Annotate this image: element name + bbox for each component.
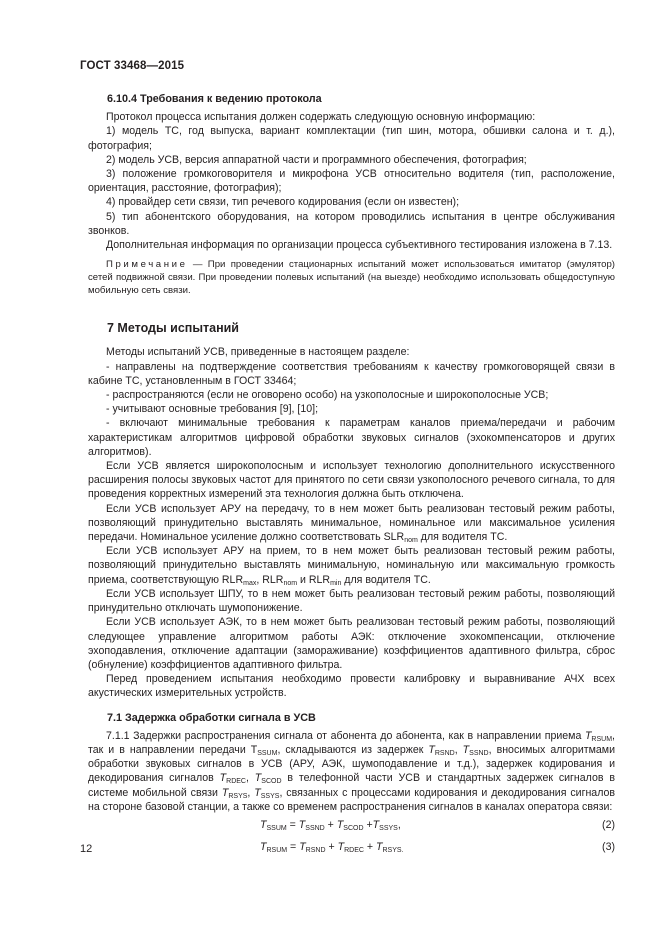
note-label: Примечание [106, 259, 188, 271]
bullet-item: - учитывают основные требования [9], [10]; [106, 403, 319, 416]
paragraph-agc-transmit: Если УСВ использует АРУ на передачу, то в нем может быть реализован тестовый режим работы, позволяющий принудительно выставлять минимальное, номинальное или максимальное усиления передачи. Номинальное усиление должно соответствовать $SLR_{nom}$ для водителя ТС. [88, 502, 615, 545]
equation-2 [88, 814, 615, 836]
list-item: 1) модель ТС, год выпуска, вариант комплектации (тип шин, мотора, обшивки салона и т. д.), фотография; [88, 125, 615, 152]
equation-3-number: (3) [602, 840, 615, 853]
equation-2-number: (2) [602, 818, 615, 831]
section-7-title: 7 Методы испытаний [107, 321, 239, 336]
paragraph: Перед проведением испытания необходимо провести калибровку и выравнивание АЧХ всех акустических измерительных устройств. [88, 673, 615, 700]
list-item: 4) провайдер сети связи, тип речевого кодирования (если он известен); [106, 196, 460, 209]
page-number: 12 [80, 843, 93, 855]
equation-3 [88, 836, 615, 858]
note-text: — При проведении стационарных испытаний может использоваться имитатор (эмулятор) сетей подвижной связи. При проведении полевых испытаний (на выезде) необходимо использовать общедоступную мобильную сеть связи. [88, 259, 615, 297]
paragraph: Протокол процесса испытания должен содержать следующую основную информацию: [106, 111, 536, 124]
list-item: 5) тип абонентского оборудования, на котором проводились испытания в центре обслуживания звонков. [88, 210, 615, 237]
standard-header: ГОСТ 33468—2015 [80, 60, 185, 72]
paragraph: Если УСВ использует ШПУ, то в нем может быть реализован тестовый режим работы, позволяющий принудительно отключать шумопонижение. [88, 587, 615, 615]
note [88, 258, 615, 297]
bullet-item: - включают минимальные требования к параметрам каналов приема/передачи и рабочим характеристикам алгоритмов цифровой обработки звуковых сигналов (эхокомпенсаторов и других алгоритмов). [88, 417, 615, 458]
equation-3-formula: $T_{RSUM} = T_{RSND} + T_{RDEC} + T_{RSYS.}$ [260, 840, 404, 854]
bullet-item: - распространяются (если не оговорено особо) на узкополосные и широкополосные УСВ; [106, 389, 549, 402]
bullet-item: - направлены на подтверждение соответствия требованиям к качеству громкоговорящей связи в кабине ТС, установленным в ГОСТ 33464; [88, 360, 615, 387]
paragraph: Если УСВ использует АЭК, то в нем может быть реализован тестовый режим работы, позволяющий следующее управление алгоритмом работы АЭК: отключение эхокомпенсации, отключение эхоподавления, отключение адаптации (замораживание) коэффициентов адаптивного фильтра, сброс (обнуление) коэффициентов адаптивного фильтра. [88, 616, 615, 671]
paragraph-agc-receive: Если УСВ использует АРУ на прием, то в нем может быть реализован тестовый режим работы, позволяющий принудительно выставлять минимальную, номинальную или максимальную громкость приема, соответствующую $RLR_{max}$, $RLR_{nom}$ и $RLR_{min}$ для водителя ТС. [88, 545, 615, 587]
list-item: 3) положение громкоговорителя и микрофона УСВ относительно водителя (тип, расположение, ориентация, расстояние, фотография); [88, 168, 615, 195]
equation-2-formula: $T_{SSUM} = T_{SSND} + T_{SCOD} +T_{SSYS}$, [260, 818, 401, 832]
paragraph-7-1-1: 7.1.1 Задержки распространения сигнала от абонента до абонента, как в направлении приема $T_{RSUM}$, так и в направлении передачи $T_{SSUM}$, складываются из задержек $T_{RSND}$, $T_{SSND}$, вносимых алгоритмами обработки звуковых сигналов в УСВ (АРУ, АЭК, шумоподавление и т.д.), задержек кодирования и декодирования сигналов $T_{RDEC}$, $T_{SCOD}$ в телефонной части УСВ и стандартных задержек сигналов в системе мобильной связи $T_{RSYS}$, $T_{SSYS}$, связанных с процессами кодирования и декодирования сигналов на стороне базовой станции, а также со временем распространения сигналов в каналах оператора связи: [88, 729, 616, 813]
section-7-1-title: 7.1 Задержка обработки сигнала в УСВ [107, 711, 316, 724]
paragraph: Методы испытаний УСВ, приведенные в настоящем разделе: [106, 346, 410, 359]
paragraph: Дополнительная информация по организации процесса субъективного тестирования изложена в 7.13. [106, 239, 613, 252]
paragraph: Если УСВ является широкополосным и использует технологию дополнительного искусственного расширения полосы звуковых частот для принятого по сети связи узкополосного речевого сигнала, то для проведения корректных измерений эта технология должна быть отключена. [88, 460, 615, 501]
section-6-10-4-title: 6.10.4 Требования к ведению протокола [107, 93, 322, 105]
list-item: 2) модель УСВ, версия аппаратной части и программного обеспечения, фотография; [106, 153, 527, 166]
page-content [88, 92, 615, 858]
